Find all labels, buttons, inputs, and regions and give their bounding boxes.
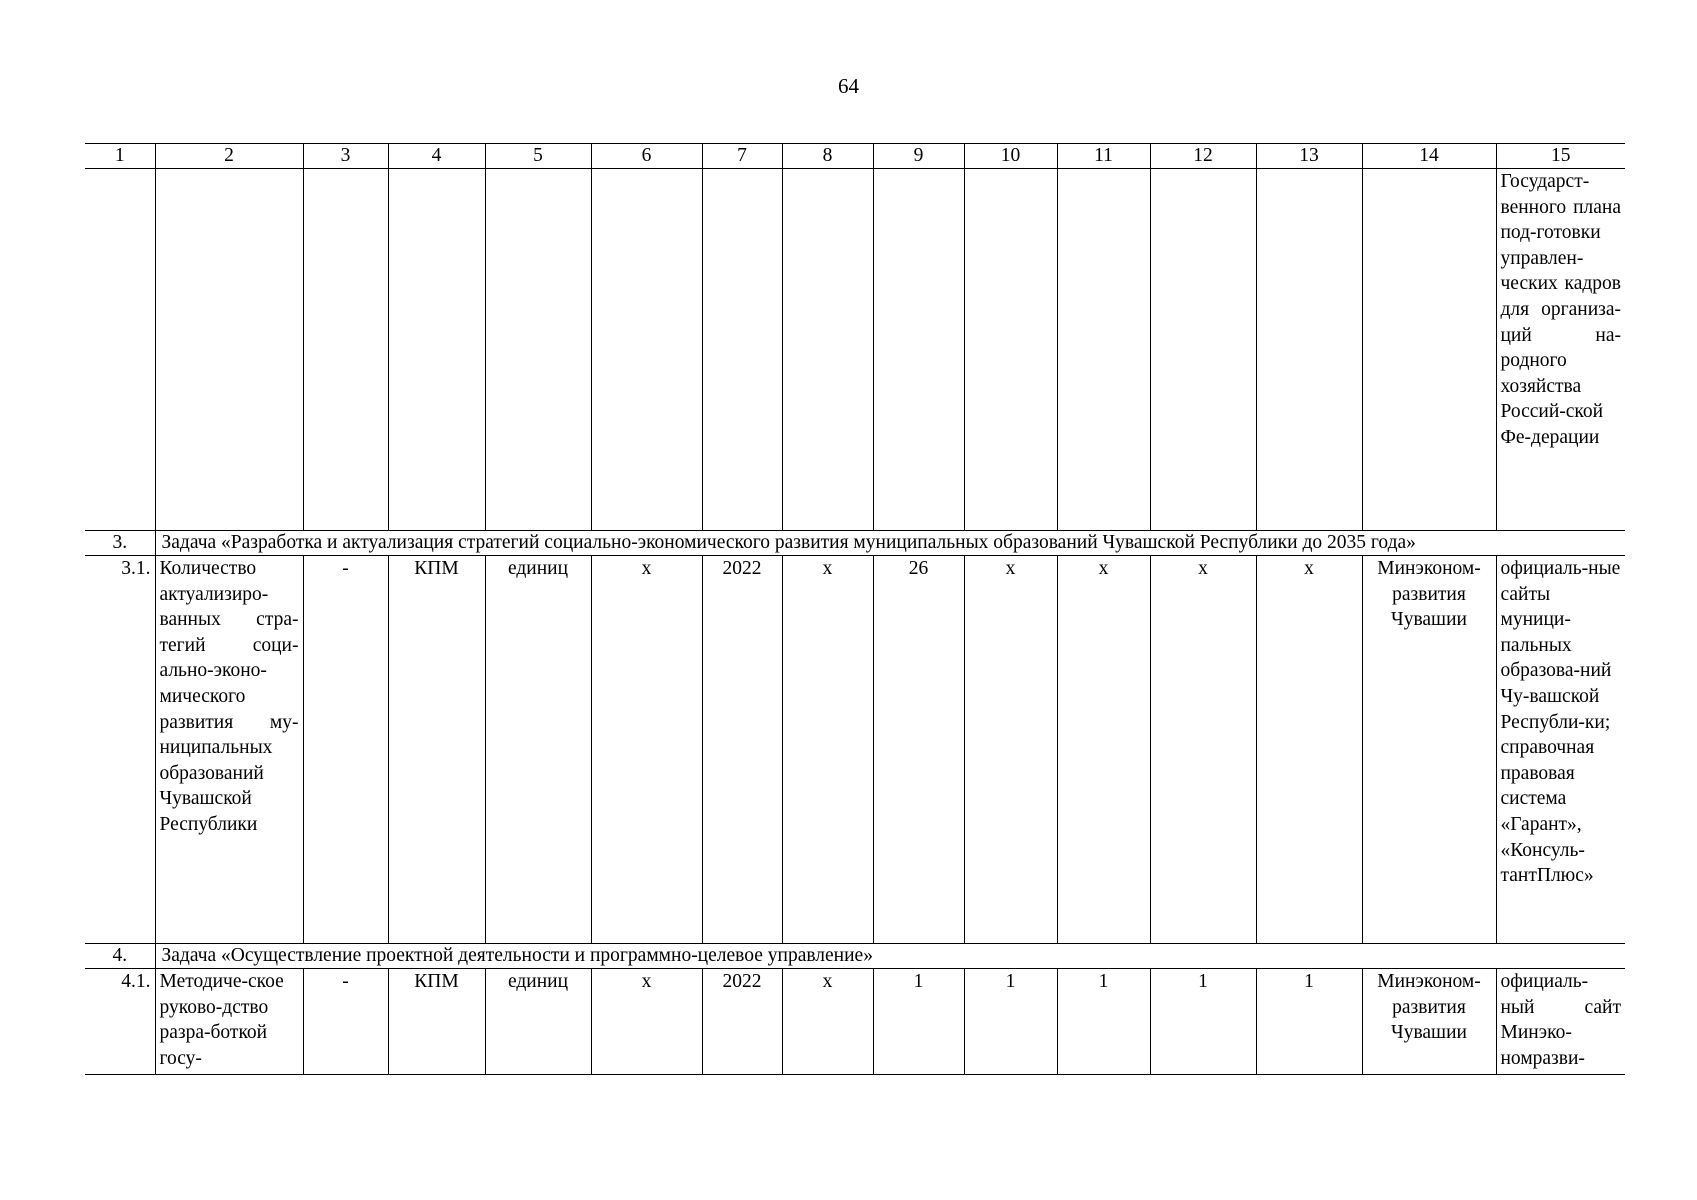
header-cell: 8 bbox=[782, 144, 873, 169]
cell-12: х bbox=[1150, 556, 1256, 944]
task-row bbox=[85, 531, 1625, 556]
indicator-row bbox=[85, 969, 1625, 1075]
task-title: Задача «Разработка и актуализация стратегий социально-экономического развития муниципальных образований Чувашской Республики до 2035 года» bbox=[155, 531, 1625, 556]
cell-4: КПМ bbox=[388, 969, 485, 1075]
cell-7: 2022 bbox=[702, 556, 782, 944]
cell-11: 1 bbox=[1057, 969, 1150, 1075]
header-cell: 13 bbox=[1256, 144, 1362, 169]
cell-7: 2022 bbox=[702, 969, 782, 1075]
page-number: 64 bbox=[838, 74, 859, 98]
header-cell: 11 bbox=[1057, 144, 1150, 169]
header-cell: 1 bbox=[85, 144, 155, 169]
cell-6: х bbox=[591, 556, 702, 944]
header-cell: 12 bbox=[1150, 144, 1256, 169]
indicator-number: 3.1. bbox=[85, 556, 155, 944]
header-cell: 9 bbox=[873, 144, 964, 169]
source-cell: официаль-ные сайты муници-пальных образова-ний Чу-вашской Республи-ки; справочная правовая система «Гарант», «Консуль-тантПлюс» bbox=[1496, 556, 1625, 944]
task-number: 4. bbox=[85, 944, 155, 969]
cell-10: х bbox=[964, 556, 1057, 944]
task-title: Задача «Осуществление проектной деятельности и программно-целевое управление» bbox=[155, 944, 1625, 969]
header-cell: 15 bbox=[1496, 144, 1625, 169]
cell-3: - bbox=[303, 969, 388, 1075]
indicator-number: 4.1. bbox=[85, 969, 155, 1075]
cell-13: х bbox=[1256, 556, 1362, 944]
cell-9: 1 bbox=[873, 969, 964, 1075]
source-cell: Государст-венного плана под-готовки управлен-ческих кадров для организа-ций на-родного хозяйства Россий-ской Фе-дерации bbox=[1496, 169, 1625, 531]
indicator-name: Методиче-ское руково-дство разра-боткой госу- bbox=[155, 969, 303, 1075]
cell-12: 1 bbox=[1150, 969, 1256, 1075]
task-row bbox=[85, 944, 1625, 969]
header-cell: 6 bbox=[591, 144, 702, 169]
header-cell: 10 bbox=[964, 144, 1057, 169]
task-number: 3. bbox=[85, 531, 155, 556]
cell-9: 26 bbox=[873, 556, 964, 944]
indicator-row bbox=[85, 556, 1625, 944]
cell-3: - bbox=[303, 556, 388, 944]
cell-8: х bbox=[782, 969, 873, 1075]
header-cell: 3 bbox=[303, 144, 388, 169]
cell-5: единиц bbox=[485, 556, 591, 944]
indicator-name: Количество актуализиро-ванных стра-тегий соци-ально-эконо-мического развития му-ниципальных образований Чувашской Республики bbox=[155, 556, 303, 944]
cell-4: КПМ bbox=[388, 556, 485, 944]
indicators-table bbox=[85, 143, 1625, 1075]
cell-10: 1 bbox=[964, 969, 1057, 1075]
header-cell: 4 bbox=[388, 144, 485, 169]
cell-11: х bbox=[1057, 556, 1150, 944]
header-cell: 2 bbox=[155, 144, 303, 169]
header-cell: 7 bbox=[702, 144, 782, 169]
cell-13: 1 bbox=[1256, 969, 1362, 1075]
responsible-cell: Минэконом-развития Чувашии bbox=[1362, 969, 1496, 1075]
cell-6: х bbox=[591, 969, 702, 1075]
header-cell: 14 bbox=[1362, 144, 1496, 169]
responsible-cell: Минэконом-развития Чувашии bbox=[1362, 556, 1496, 944]
continued-row bbox=[85, 169, 1625, 531]
header-row bbox=[85, 144, 1625, 169]
source-cell: официаль-ный сайт Минэко-номразви- bbox=[1496, 969, 1625, 1075]
cell-8: х bbox=[782, 556, 873, 944]
header-cell: 5 bbox=[485, 144, 591, 169]
cell-5: единиц bbox=[485, 969, 591, 1075]
